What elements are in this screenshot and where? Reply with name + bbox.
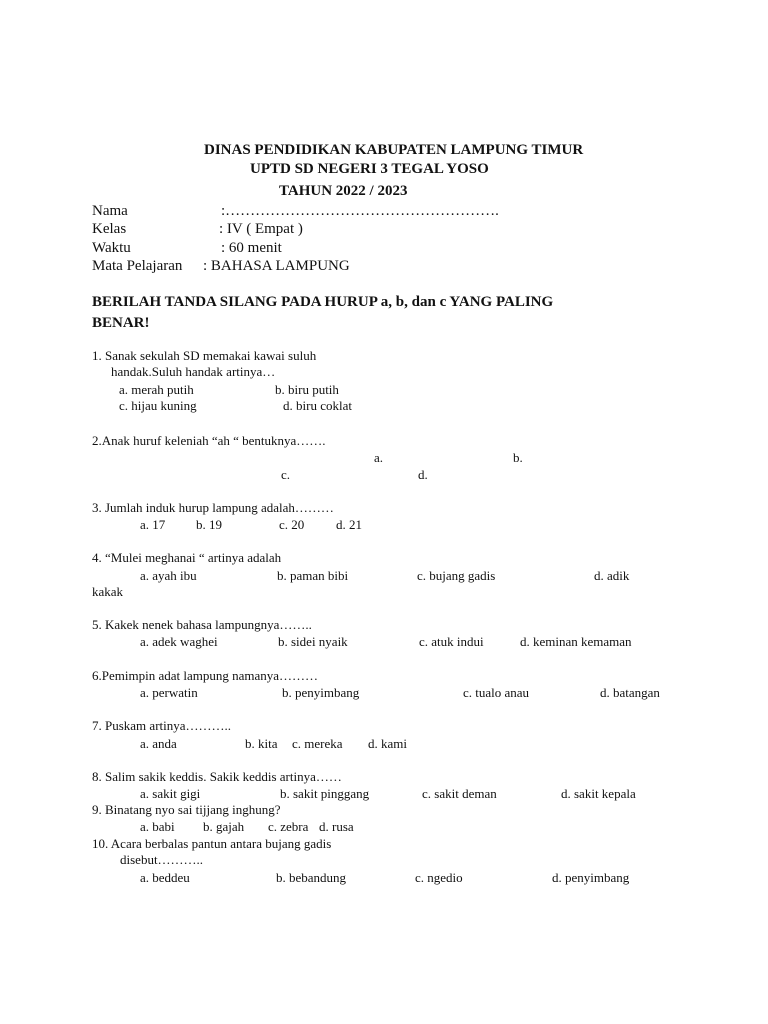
question-9-option-d: d. rusa xyxy=(319,819,354,834)
question-6-option-a: a. perwatin xyxy=(140,685,198,700)
question-8-option-d: d. sakit kepala xyxy=(561,786,636,801)
question-4-text: 4. “Mulei meghanai “ artinya adalah xyxy=(92,550,282,565)
question-5-option-b: b. sidei nyaik xyxy=(278,634,348,649)
question-10-text-cont: disebut……….. xyxy=(120,852,204,867)
question-5-option-a: a. adek waghei xyxy=(140,634,218,649)
question-10-option-c: c. ngedio xyxy=(415,870,463,885)
label-mapel: Mata Pelajaran xyxy=(92,258,183,274)
question-4-option-c: c. bujang gadis xyxy=(417,568,496,583)
question-7-option-a: a. anda xyxy=(140,736,177,751)
question-6-option-c: c. tualo anau xyxy=(463,685,530,700)
question-9-option-b: b. gajah xyxy=(203,819,245,834)
question-10-text: 10. Acara berbalas pantun antara bujang gadis xyxy=(92,836,332,851)
header-school: UPTD SD NEGERI 3 TEGAL YOSO xyxy=(250,161,489,177)
question-5-option-c: c. atuk indui xyxy=(419,634,484,649)
question-4-option-b: b. paman bibi xyxy=(277,568,349,583)
question-7-option-c: c. mereka xyxy=(292,736,343,751)
question-10-option-d: d. penyimbang xyxy=(552,870,630,885)
question-10-option-a: a. beddeu xyxy=(140,870,190,885)
question-3-option-b: b. 19 xyxy=(196,517,222,532)
question-7-option-b: b. kita xyxy=(245,736,278,751)
question-1-option-c: c. hijau kuning xyxy=(119,398,197,413)
question-2-option-a: a. xyxy=(374,450,384,465)
question-1-option-b: b. biru putih xyxy=(275,382,339,397)
value-nama: :………………………………………………. xyxy=(221,203,499,219)
question-7-text: 7. Puskam artinya……….. xyxy=(92,718,232,733)
question-8-option-b: b. sakit pinggang xyxy=(280,786,370,801)
question-6-option-b: b. penyimbang xyxy=(282,685,360,700)
question-8-text: 8. Salim sakik keddis. Sakik keddis artinya…… xyxy=(92,769,342,784)
question-2-option-b: b. xyxy=(513,450,523,465)
question-1-option-d: d. biru coklat xyxy=(283,398,352,413)
value-waktu: : 60 menit xyxy=(221,240,282,256)
value-mapel: : BAHASA LAMPUNG xyxy=(203,258,350,274)
question-4-option-d-cont: kakak xyxy=(92,584,124,599)
question-2-option-c: c. xyxy=(281,467,291,482)
label-nama: Nama xyxy=(92,203,128,219)
value-kelas: : IV ( Empat ) xyxy=(219,221,303,237)
question-4-option-a: a. ayah ibu xyxy=(140,568,197,583)
question-5-text: 5. Kakek nenek bahasa lampungnya…….. xyxy=(92,617,312,632)
question-3-option-d: d. 21 xyxy=(336,517,362,532)
question-5-option-d: d. keminan kemaman xyxy=(520,634,632,649)
question-2-text: 2.Anak huruf keleniah “ah “ bentuknya……. xyxy=(92,433,326,448)
header-year: TAHUN 2022 / 2023 xyxy=(279,183,408,199)
instruction-line-2: BENAR! xyxy=(92,315,150,331)
label-waktu: Waktu xyxy=(92,240,131,256)
instruction-line-1: BERILAH TANDA SILANG PADA HURUP a, b, dan c YANG PALING xyxy=(92,294,554,310)
question-4-option-d: d. adik xyxy=(594,568,630,583)
question-3-option-a: a. 17 xyxy=(140,517,166,532)
question-2-option-d: d. xyxy=(418,467,428,482)
question-7-option-d: d. kami xyxy=(368,736,407,751)
label-kelas: Kelas xyxy=(92,221,127,237)
question-1-option-a: a. merah putih xyxy=(119,382,194,397)
question-9-option-c: c. zebra xyxy=(268,819,309,834)
question-9-option-a: a. babi xyxy=(140,819,175,834)
question-3-option-c: c. 20 xyxy=(279,517,305,532)
question-9-text: 9. Binatang nyo sai tijjang inghung? xyxy=(92,802,281,817)
question-6-text: 6.Pemimpin adat lampung namanya……… xyxy=(92,668,319,683)
question-3-text: 3. Jumlah induk hurup lampung adalah……… xyxy=(92,500,334,515)
header-office: DINAS PENDIDIKAN KABUPATEN LAMPUNG TIMUR xyxy=(204,142,584,158)
question-1-text-cont: handak.Suluh handak artinya… xyxy=(111,364,276,379)
question-8-option-c: c. sakit deman xyxy=(422,786,497,801)
question-10-option-b: b. bebandung xyxy=(276,870,347,885)
question-1-text: 1. Sanak sekulah SD memakai kawai suluh xyxy=(92,348,317,363)
question-8-option-a: a. sakit gigi xyxy=(140,786,201,801)
question-6-option-d: d. batangan xyxy=(600,685,660,700)
